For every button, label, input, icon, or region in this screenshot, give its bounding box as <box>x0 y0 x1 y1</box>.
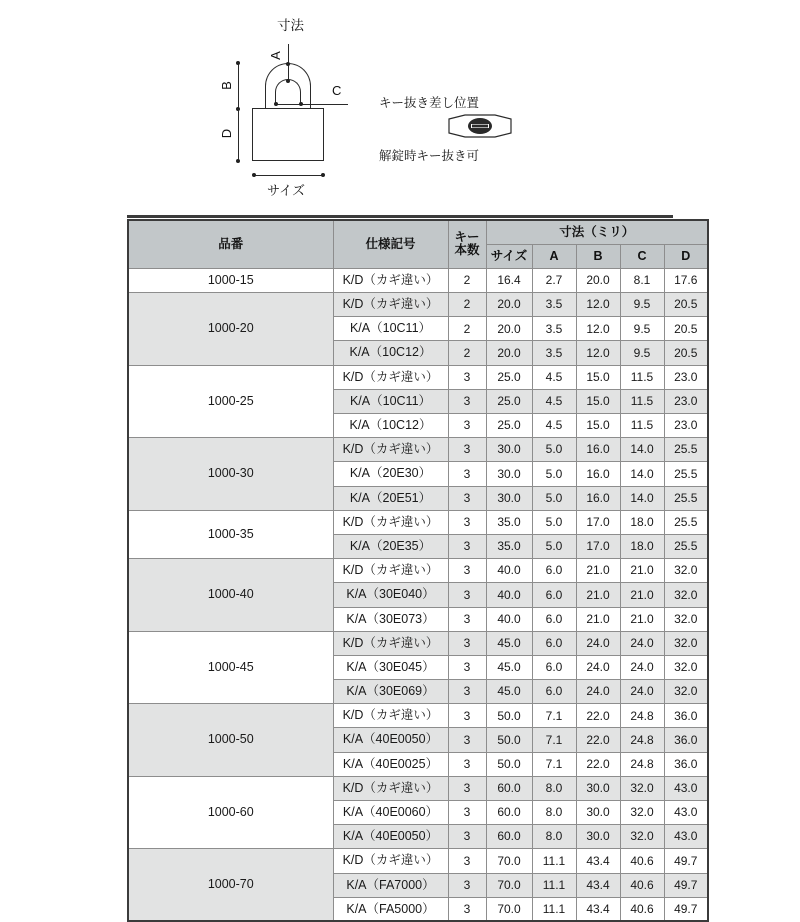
cell-key-count: 3 <box>448 655 486 679</box>
cell-dim-d: 32.0 <box>664 607 708 631</box>
cell-size: 70.0 <box>486 849 532 873</box>
cell-dim-c: 9.5 <box>620 317 664 341</box>
cell-dim-c: 18.0 <box>620 534 664 558</box>
cell-spec-symbol: K/D（カギ違い） <box>333 704 448 728</box>
cell-dim-a: 5.0 <box>532 534 576 558</box>
cell-key-count: 3 <box>448 704 486 728</box>
table-row <box>128 704 708 728</box>
dim-dot-c-right <box>299 102 303 106</box>
cell-spec-symbol: K/A（40E0025） <box>333 752 448 776</box>
unlock-key-removable-note: 解錠時キー抜き可 <box>379 149 480 163</box>
cell-spec-symbol: K/D（カギ違い） <box>333 631 448 655</box>
cell-dim-c: 21.0 <box>620 583 664 607</box>
cell-size: 20.0 <box>486 341 532 365</box>
cell-dim-b: 21.0 <box>576 583 620 607</box>
header-part-number: 品番 <box>128 220 333 268</box>
table-row <box>128 849 708 873</box>
cell-dim-a: 6.0 <box>532 559 576 583</box>
cell-key-count: 3 <box>448 559 486 583</box>
cell-dim-d: 49.7 <box>664 873 708 897</box>
cell-dim-a: 7.1 <box>532 704 576 728</box>
cell-dim-c: 24.0 <box>620 680 664 704</box>
cell-dim-d: 43.0 <box>664 801 708 825</box>
cell-dim-b: 21.0 <box>576 607 620 631</box>
key-position-note: キー抜き差し位置 <box>379 96 480 110</box>
cell-dim-b: 15.0 <box>576 414 620 438</box>
cell-dim-b: 15.0 <box>576 365 620 389</box>
header-key-count-line1: キー <box>454 230 480 245</box>
cell-spec-symbol: K/A（30E045） <box>333 655 448 679</box>
dim-line-d <box>238 109 239 162</box>
cell-dim-d: 49.7 <box>664 849 708 873</box>
cell-size: 50.0 <box>486 704 532 728</box>
cell-dim-b: 30.0 <box>576 801 620 825</box>
cell-key-count: 3 <box>448 389 486 413</box>
cell-key-count: 3 <box>448 365 486 389</box>
cell-dim-c: 24.0 <box>620 631 664 655</box>
dim-dot-c-left <box>274 102 278 106</box>
cell-dim-c: 40.6 <box>620 873 664 897</box>
cell-dim-d: 20.5 <box>664 317 708 341</box>
header-size: サイズ <box>486 244 532 268</box>
table-row <box>128 293 708 317</box>
dim-label-a: A <box>267 51 283 60</box>
cell-spec-symbol: K/A（20E30） <box>333 462 448 486</box>
cell-key-count: 3 <box>448 752 486 776</box>
cell-dim-d: 32.0 <box>664 583 708 607</box>
cell-dim-c: 24.8 <box>620 752 664 776</box>
cell-size: 45.0 <box>486 655 532 679</box>
dim-label-b: B <box>218 81 234 90</box>
dim-label-c: C <box>332 83 342 98</box>
cell-dim-b: 21.0 <box>576 559 620 583</box>
cell-dim-a: 4.5 <box>532 389 576 413</box>
dim-label-size: サイズ <box>267 183 305 198</box>
cell-dim-d: 25.5 <box>664 510 708 534</box>
cell-spec-symbol: K/A（40E0060） <box>333 801 448 825</box>
header-dim-a: A <box>532 244 576 268</box>
cell-spec-symbol: K/A（10C12） <box>333 414 448 438</box>
cell-size: 35.0 <box>486 510 532 534</box>
cell-dim-c: 9.5 <box>620 341 664 365</box>
cell-dim-c: 40.6 <box>620 849 664 873</box>
cell-key-count: 3 <box>448 607 486 631</box>
cell-dim-a: 5.0 <box>532 486 576 510</box>
dim-dot-size-left <box>252 173 256 177</box>
cell-key-count: 3 <box>448 534 486 558</box>
cell-dim-d: 20.5 <box>664 293 708 317</box>
cell-dim-d: 20.5 <box>664 341 708 365</box>
cell-dim-d: 17.6 <box>664 268 708 292</box>
cell-key-count: 3 <box>448 486 486 510</box>
cell-dim-b: 30.0 <box>576 825 620 849</box>
cell-size: 25.0 <box>486 365 532 389</box>
cell-dim-c: 32.0 <box>620 825 664 849</box>
cell-key-count: 2 <box>448 268 486 292</box>
cell-dim-b: 24.0 <box>576 655 620 679</box>
table-row <box>128 559 708 583</box>
cell-dim-c: 24.0 <box>620 655 664 679</box>
cell-dim-b: 12.0 <box>576 317 620 341</box>
dim-dot-d-bottom <box>236 159 240 163</box>
cell-dim-d: 23.0 <box>664 389 708 413</box>
dim-line-size <box>254 175 324 176</box>
cell-dim-c: 11.5 <box>620 414 664 438</box>
table-row <box>128 510 708 534</box>
cell-size: 30.0 <box>486 486 532 510</box>
cell-dim-a: 5.0 <box>532 438 576 462</box>
cell-key-count: 3 <box>448 438 486 462</box>
cell-dim-c: 18.0 <box>620 510 664 534</box>
header-dim-c: C <box>620 244 664 268</box>
cell-spec-symbol: K/D（カギ違い） <box>333 510 448 534</box>
cell-dim-b: 20.0 <box>576 268 620 292</box>
cell-spec-symbol: K/A（40E0050） <box>333 825 448 849</box>
header-key-count <box>448 220 486 268</box>
cell-key-count: 3 <box>448 801 486 825</box>
cell-dim-c: 21.0 <box>620 607 664 631</box>
cell-dim-b: 16.0 <box>576 486 620 510</box>
cell-dim-a: 4.5 <box>532 414 576 438</box>
table-row <box>128 365 708 389</box>
cell-dim-d: 32.0 <box>664 559 708 583</box>
cell-dim-a: 7.1 <box>532 728 576 752</box>
cell-dim-c: 24.8 <box>620 704 664 728</box>
cell-key-count: 3 <box>448 728 486 752</box>
cell-dim-a: 8.0 <box>532 801 576 825</box>
cell-part-number: 1000-15 <box>128 268 333 292</box>
cell-part-number: 1000-70 <box>128 849 333 922</box>
table-row <box>128 268 708 292</box>
cell-key-count: 3 <box>448 825 486 849</box>
table-top-rule <box>127 215 673 218</box>
dim-dot-b-top <box>236 61 240 65</box>
cell-dim-d: 23.0 <box>664 414 708 438</box>
cell-key-count: 2 <box>448 341 486 365</box>
cell-dim-a: 11.1 <box>532 897 576 921</box>
cell-size: 50.0 <box>486 728 532 752</box>
cell-dim-b: 43.4 <box>576 897 620 921</box>
cell-dim-a: 5.0 <box>532 462 576 486</box>
dim-label-d: D <box>219 128 235 139</box>
cell-part-number: 1000-20 <box>128 293 333 366</box>
cell-dim-a: 4.5 <box>532 365 576 389</box>
cell-spec-symbol: K/A（30E069） <box>333 680 448 704</box>
cell-spec-symbol: K/A（10C12） <box>333 341 448 365</box>
cell-spec-symbol: K/A（FA5000） <box>333 897 448 921</box>
cell-dim-d: 49.7 <box>664 897 708 921</box>
cell-size: 25.0 <box>486 389 532 413</box>
cell-size: 40.0 <box>486 607 532 631</box>
cell-size: 20.0 <box>486 317 532 341</box>
header-dimensions-group: 寸法（ミリ） <box>486 220 708 244</box>
header-spec-symbol: 仕様記号 <box>333 220 448 268</box>
cell-spec-symbol: K/A（10C11） <box>333 317 448 341</box>
padlock-dimension-diagram <box>0 0 800 210</box>
cell-size: 70.0 <box>486 897 532 921</box>
cell-size: 60.0 <box>486 801 532 825</box>
cell-dim-c: 14.0 <box>620 462 664 486</box>
cell-dim-b: 17.0 <box>576 510 620 534</box>
table-header <box>128 220 708 268</box>
table-row <box>128 631 708 655</box>
cell-size: 25.0 <box>486 414 532 438</box>
cell-dim-a: 11.1 <box>532 849 576 873</box>
cell-dim-a: 8.0 <box>532 776 576 800</box>
cell-key-count: 2 <box>448 293 486 317</box>
cell-dim-d: 23.0 <box>664 365 708 389</box>
header-dim-d: D <box>664 244 708 268</box>
cell-dim-a: 6.0 <box>532 607 576 631</box>
cell-dim-c: 11.5 <box>620 389 664 413</box>
cell-dim-d: 25.5 <box>664 486 708 510</box>
cell-dim-b: 16.0 <box>576 438 620 462</box>
cell-size: 45.0 <box>486 631 532 655</box>
cell-key-count: 3 <box>448 414 486 438</box>
cell-spec-symbol: K/D（カギ違い） <box>333 849 448 873</box>
cell-spec-symbol: K/D（カギ違い） <box>333 293 448 317</box>
cell-dim-b: 12.0 <box>576 341 620 365</box>
cell-spec-symbol: K/A（20E35） <box>333 534 448 558</box>
cell-key-count: 3 <box>448 680 486 704</box>
cell-dim-b: 17.0 <box>576 534 620 558</box>
cell-size: 30.0 <box>486 462 532 486</box>
cell-dim-a: 8.0 <box>532 825 576 849</box>
cell-size: 70.0 <box>486 873 532 897</box>
cell-size: 60.0 <box>486 825 532 849</box>
cell-dim-a: 6.0 <box>532 680 576 704</box>
cell-dim-d: 32.0 <box>664 680 708 704</box>
cell-spec-symbol: K/D（カギ違い） <box>333 268 448 292</box>
cell-dim-b: 22.0 <box>576 752 620 776</box>
cell-dim-d: 32.0 <box>664 631 708 655</box>
diagram-title: 寸法 <box>277 18 304 33</box>
cell-dim-c: 9.5 <box>620 293 664 317</box>
cell-dim-a: 3.5 <box>532 341 576 365</box>
cell-spec-symbol: K/A（20E51） <box>333 486 448 510</box>
cell-dim-c: 40.6 <box>620 897 664 921</box>
cell-dim-d: 43.0 <box>664 825 708 849</box>
cell-dim-c: 11.5 <box>620 365 664 389</box>
cell-dim-a: 6.0 <box>532 655 576 679</box>
cell-key-count: 3 <box>448 849 486 873</box>
cell-dim-d: 36.0 <box>664 752 708 776</box>
cell-key-count: 3 <box>448 776 486 800</box>
cell-dim-b: 30.0 <box>576 776 620 800</box>
cell-dim-b: 43.4 <box>576 849 620 873</box>
dim-dot-size-right <box>321 173 325 177</box>
cell-dim-a: 3.5 <box>532 317 576 341</box>
cell-part-number: 1000-25 <box>128 365 333 438</box>
cell-size: 16.4 <box>486 268 532 292</box>
cell-part-number: 1000-35 <box>128 510 333 558</box>
cell-dim-c: 14.0 <box>620 486 664 510</box>
cell-dim-b: 43.4 <box>576 873 620 897</box>
cell-spec-symbol: K/A（40E0050） <box>333 728 448 752</box>
cell-dim-a: 2.7 <box>532 268 576 292</box>
cell-key-count: 2 <box>448 317 486 341</box>
cell-spec-symbol: K/D（カギ違い） <box>333 776 448 800</box>
cell-dim-b: 22.0 <box>576 728 620 752</box>
cell-part-number: 1000-45 <box>128 631 333 704</box>
cell-dim-b: 22.0 <box>576 704 620 728</box>
cell-dim-d: 36.0 <box>664 728 708 752</box>
padlock-body-icon <box>252 108 324 161</box>
cell-dim-b: 16.0 <box>576 462 620 486</box>
cell-dim-a: 5.0 <box>532 510 576 534</box>
cell-dim-b: 15.0 <box>576 389 620 413</box>
cell-dim-b: 24.0 <box>576 680 620 704</box>
header-key-count-line2: 本数 <box>454 243 480 258</box>
cell-dim-d: 32.0 <box>664 655 708 679</box>
cell-dim-a: 11.1 <box>532 873 576 897</box>
cell-part-number: 1000-50 <box>128 704 333 777</box>
padlock-spec-table <box>127 219 709 922</box>
cell-size: 40.0 <box>486 559 532 583</box>
cell-dim-d: 25.5 <box>664 462 708 486</box>
cell-key-count: 3 <box>448 897 486 921</box>
cell-part-number: 1000-60 <box>128 776 333 849</box>
cell-size: 30.0 <box>486 438 532 462</box>
cell-dim-d: 36.0 <box>664 704 708 728</box>
cell-key-count: 3 <box>448 873 486 897</box>
cell-dim-c: 8.1 <box>620 268 664 292</box>
cell-dim-a: 6.0 <box>532 631 576 655</box>
cell-dim-a: 3.5 <box>532 293 576 317</box>
cell-spec-symbol: K/A（FA7000） <box>333 873 448 897</box>
cell-size: 50.0 <box>486 752 532 776</box>
keyhole-icon <box>447 113 513 139</box>
cell-spec-symbol: K/A（30E040） <box>333 583 448 607</box>
cell-size: 45.0 <box>486 680 532 704</box>
cell-size: 35.0 <box>486 534 532 558</box>
header-dim-b: B <box>576 244 620 268</box>
table-row <box>128 438 708 462</box>
cell-spec-symbol: K/A（30E073） <box>333 607 448 631</box>
cell-size: 40.0 <box>486 583 532 607</box>
dim-dot-a-bottom <box>286 62 290 66</box>
cell-dim-b: 12.0 <box>576 293 620 317</box>
cell-dim-d: 25.5 <box>664 534 708 558</box>
cell-dim-d: 43.0 <box>664 776 708 800</box>
cell-size: 60.0 <box>486 776 532 800</box>
cell-dim-c: 14.0 <box>620 438 664 462</box>
cell-spec-symbol: K/D（カギ違い） <box>333 559 448 583</box>
cell-dim-c: 21.0 <box>620 559 664 583</box>
cell-dim-c: 32.0 <box>620 776 664 800</box>
cell-key-count: 3 <box>448 510 486 534</box>
dim-line-b <box>238 63 239 109</box>
cell-dim-c: 32.0 <box>620 801 664 825</box>
table-header-row-1 <box>128 220 708 244</box>
cell-dim-d: 25.5 <box>664 438 708 462</box>
cell-spec-symbol: K/D（カギ違い） <box>333 365 448 389</box>
table-row <box>128 776 708 800</box>
cell-part-number: 1000-30 <box>128 438 333 511</box>
cell-dim-c: 24.8 <box>620 728 664 752</box>
cell-part-number: 1000-40 <box>128 559 333 632</box>
dim-dot-a-top <box>286 79 290 83</box>
cell-spec-symbol: K/A（10C11） <box>333 389 448 413</box>
cell-key-count: 3 <box>448 462 486 486</box>
cell-size: 20.0 <box>486 293 532 317</box>
dim-line-c <box>276 104 348 105</box>
cell-dim-a: 6.0 <box>532 583 576 607</box>
table-body <box>128 268 708 921</box>
cell-key-count: 3 <box>448 631 486 655</box>
cell-key-count: 3 <box>448 583 486 607</box>
cell-dim-b: 24.0 <box>576 631 620 655</box>
cell-dim-a: 7.1 <box>532 752 576 776</box>
cell-spec-symbol: K/D（カギ違い） <box>333 438 448 462</box>
